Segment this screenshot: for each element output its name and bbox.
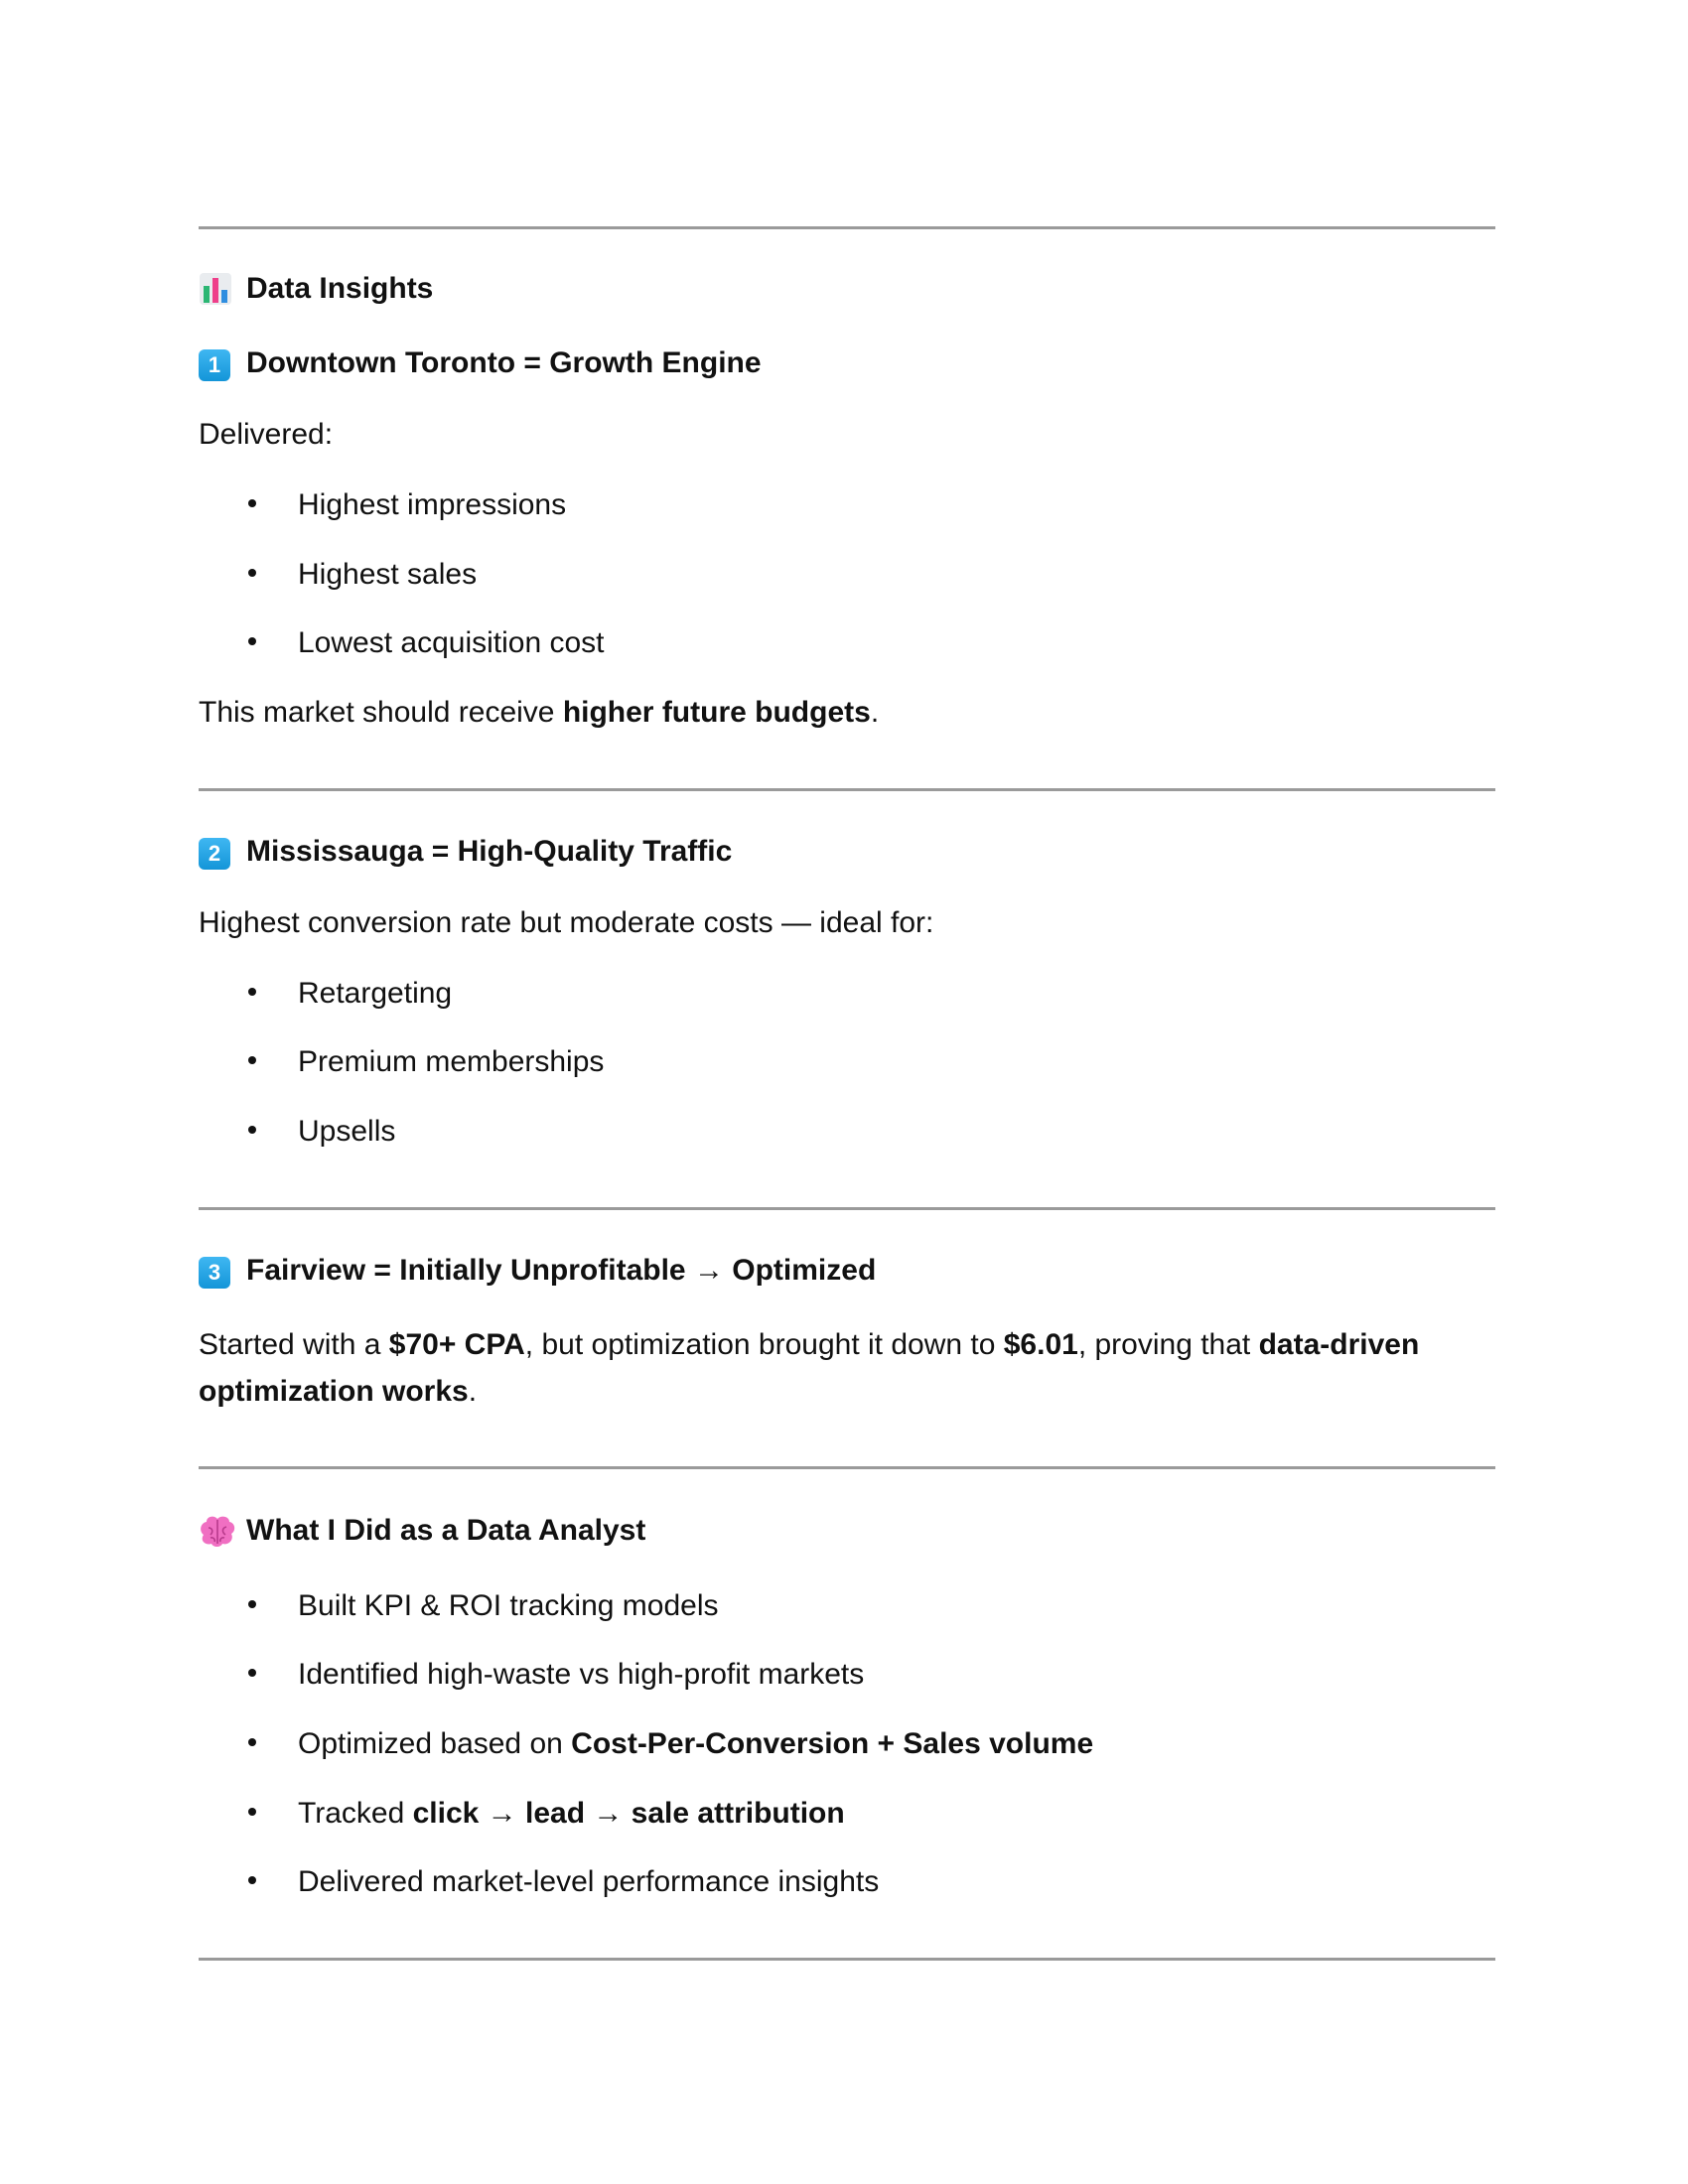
bar-chart-icon xyxy=(199,272,232,306)
list-item: Lowest acquisition cost xyxy=(248,626,605,660)
brain-icon xyxy=(199,1514,232,1548)
list-item: Optimized based on Cost-Per-Conversion + Sales volume xyxy=(248,1727,1093,1761)
divider xyxy=(199,1207,1495,1210)
section-title: Data Insights xyxy=(246,272,434,305)
paragraph: Delivered: xyxy=(199,418,334,451)
insight-heading-1 xyxy=(199,346,762,380)
list-item: Tracked click → lead → sale attribution xyxy=(248,1797,845,1831)
section-title: What I Did as a Data Analyst xyxy=(246,1514,646,1547)
list-item: Highest impressions xyxy=(248,488,566,522)
insight-title: Downtown Toronto = Growth Engine xyxy=(246,346,762,379)
divider xyxy=(199,1958,1495,1961)
divider xyxy=(199,788,1495,791)
section-heading-analyst xyxy=(199,1514,645,1548)
bullet-icon xyxy=(248,1600,256,1608)
insight-title: Fairview = Initially Unprofitable → Optimized xyxy=(246,1254,877,1287)
list-item: Delivered market-level performance insights xyxy=(248,1865,879,1899)
insight-heading-3 xyxy=(199,1254,876,1288)
divider xyxy=(199,1466,1495,1469)
bullet-icon xyxy=(248,988,256,996)
paragraph: Highest conversion rate but moderate costs — ideal for: xyxy=(199,906,934,939)
list-item: Built KPI & ROI tracking models xyxy=(248,1589,719,1623)
bullet-icon xyxy=(248,1808,256,1816)
list-item: Upsells xyxy=(248,1115,395,1149)
bullet-icon xyxy=(248,1738,256,1746)
bullet-icon xyxy=(248,637,256,645)
keycap-1-icon: 1 xyxy=(199,346,232,380)
list-item: Retargeting xyxy=(248,977,452,1011)
list-item: Premium memberships xyxy=(248,1045,604,1079)
bullet-icon xyxy=(248,569,256,577)
list-item: Highest sales xyxy=(248,558,477,592)
paragraph: This market should receive higher future budgets. xyxy=(199,696,880,729)
bullet-icon xyxy=(248,1876,256,1884)
bullet-icon xyxy=(248,1126,256,1134)
bullet-icon xyxy=(248,1669,256,1677)
list-item: Identified high-waste vs high-profit markets xyxy=(248,1658,864,1692)
insight-title: Mississauga = High-Quality Traffic xyxy=(246,835,733,868)
bullet-icon xyxy=(248,499,256,507)
divider xyxy=(199,226,1495,229)
keycap-3-icon: 3 xyxy=(199,1254,232,1288)
paragraph: Started with a $70+ CPA, but optimization brought it down to $6.01, proving that data-driven optimization works. xyxy=(199,1328,1420,1408)
keycap-2-icon: 2 xyxy=(199,835,232,869)
section-heading-data-insights xyxy=(199,272,433,306)
insight-heading-2 xyxy=(199,835,732,869)
bullet-icon xyxy=(248,1056,256,1064)
